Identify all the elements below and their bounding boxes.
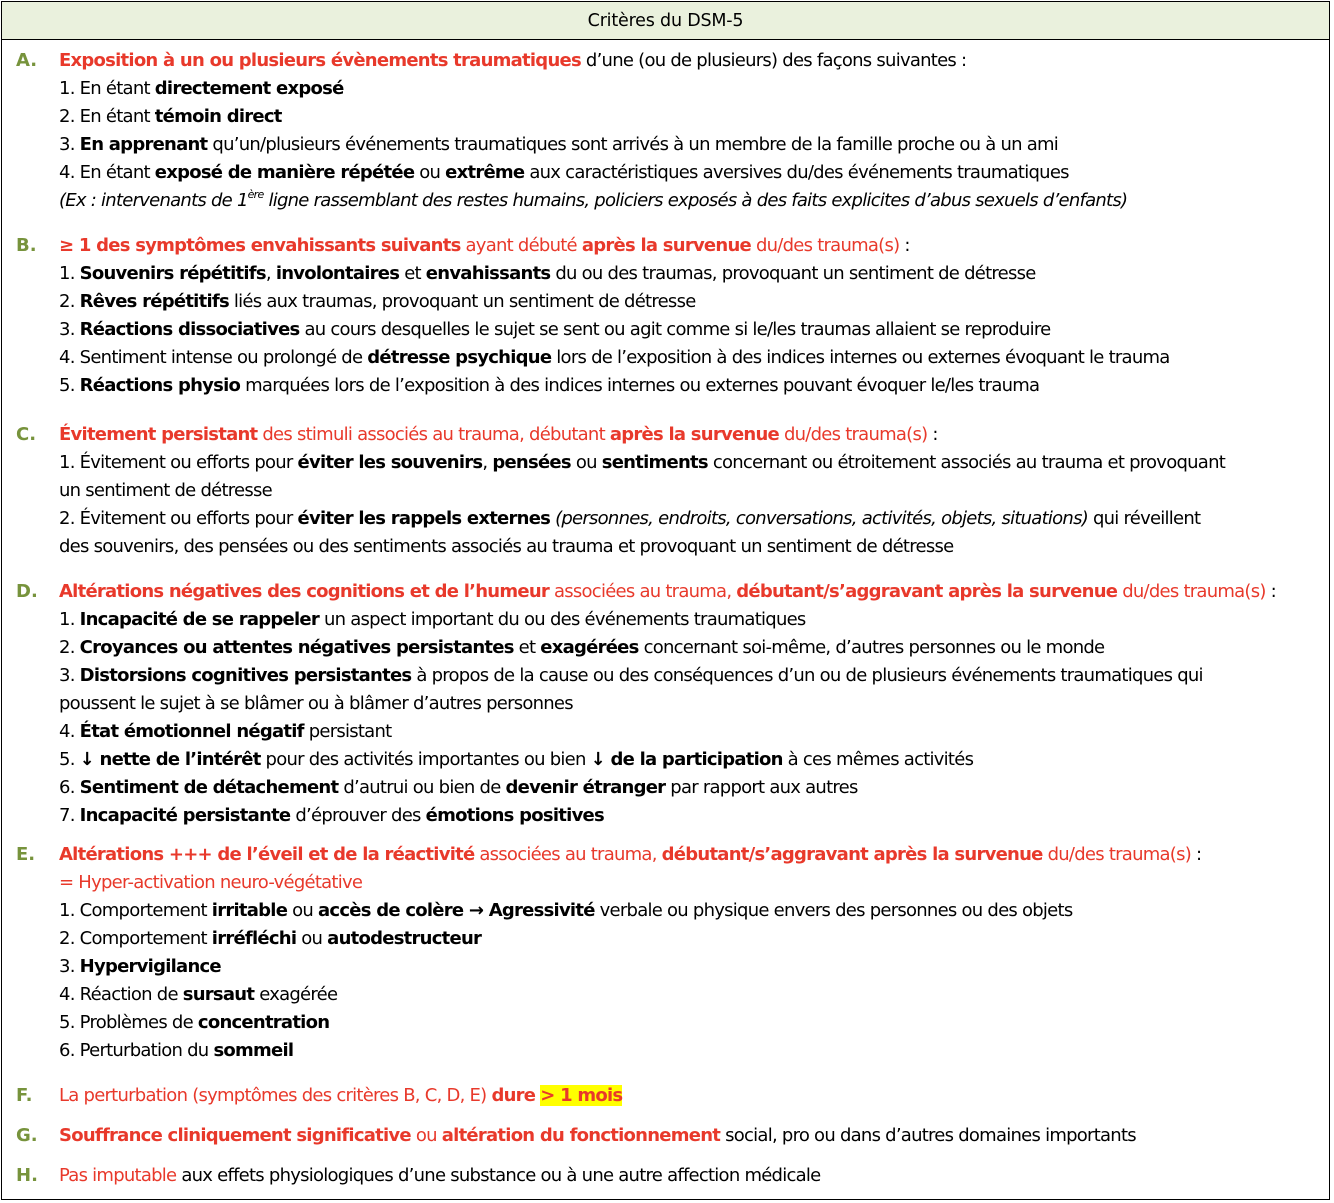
list-item: 1. Évitement ou efforts pour éviter les souvenirs, pensées ou sentiments concernant ou étroitement associés au trauma et provoquant [59,452,1226,473]
list-item: 5. Problèmes de concentration [59,1012,330,1033]
section-c-heading: C. Évitement persistant des stimuli associés au trauma, débutant après la survenue du/des trauma(s) : [16,421,1321,449]
list-item: 6. Perturbation du sommeil [59,1040,294,1061]
section-c [16,421,1321,561]
section-letter: C. [16,424,37,445]
section-letter: A. [16,50,38,71]
list-item: 4. Réaction de sursaut exagérée [59,984,338,1005]
section-letter: H. [16,1165,38,1186]
down-arrow-icon: ↓ [79,749,94,770]
list-item-continuation: des souvenirs, des pensées ou des sentiments associés au trauma et provoquant un sentiment de détresse [59,536,954,557]
list-item: 1. En étant directement exposé [59,78,344,99]
section-g-heading: G. Souffrance cliniquement significative ou altération du fonctionnement social, pro ou dans d’autres domaines importants [16,1122,1321,1150]
section-b-heading: B. ≥ 1 des symptômes envahissants suivants ayant débuté après la survenue du/des trauma(s) : [16,232,1321,260]
list-item: 4. Sentiment intense ou prolongé de détresse psychique lors de l’exposition à des indices internes ou externes évoquant le trauma [59,347,1170,368]
table-header [2,2,1329,40]
list-item: 3. En apprenant qu’un/plusieurs événements traumatiques sont arrivés à un membre de la famille proche ou à un ami [59,134,1059,155]
section-letter: G. [16,1125,38,1146]
list-item-continuation: un sentiment de détresse [59,480,272,501]
section-b [16,232,1321,400]
section-letter: F. [16,1085,33,1106]
list-item: 2. Évitement ou efforts pour éviter les rappels externes (personnes, endroits, conversations, activités, objets, situations) qui réveillent [59,508,1201,529]
list-item: 3. Réactions dissociatives au cours desquelles le sujet se sent ou agit comme si le/les traumas allaient se reproduire [59,319,1051,340]
section-e-subtitle: = Hyper-activation neuro-végétative [59,872,363,893]
section-h [16,1162,1321,1190]
section-letter: E. [16,844,36,865]
section-g [16,1122,1321,1150]
section-a [16,47,1321,215]
down-arrow-icon: ↓ [590,749,605,770]
list-item: 2. Rêves répétitifs liés aux traumas, provoquant un sentiment de détresse [59,291,696,312]
list-item: 5. ↓ nette de l’intérêt pour des activités importantes ou bien ↓ de la participation à ces mêmes activités [59,749,974,770]
list-item: 2. En étant témoin direct [59,106,282,127]
list-item: 4. État émotionnel négatif persistant [59,721,392,742]
list-item: 3. Distorsions cognitives persistantes à propos de la cause ou des conséquences d’un ou de plusieurs événements traumatiques qui [59,665,1203,686]
list-item: 6. Sentiment de détachement d’autrui ou bien de devenir étranger par rapport aux autres [59,777,858,798]
section-a-heading: A. Exposition à un ou plusieurs évènements traumatiques d’une (ou de plusieurs) des façons suivantes : [16,47,1321,75]
page-title: Critères du DSM-5 [587,11,744,31]
section-d [16,578,1321,830]
section-letter: D. [16,581,38,602]
section-letter: B. [16,235,37,256]
list-item: 4. En étant exposé de manière répétée ou extrême aux caractéristiques aversives du/des événements traumatiques [59,162,1069,183]
list-item: 1. Souvenirs répétitifs, involontaires et envahissants du ou des traumas, provoquant un sentiment de détresse [59,263,1036,284]
section-e [16,841,1321,1065]
list-item: 1. Incapacité de se rappeler un aspect important du ou des événements traumatiques [59,609,806,630]
section-f [16,1082,1321,1110]
list-item: 2. Croyances ou attentes négatives persistantes et exagérées concernant soi-même, d’autres personnes ou le monde [59,637,1105,658]
list-item: 5. Réactions physio marquées lors de l’exposition à des indices internes ou externes pouvant évoquer le/les trauma [59,375,1040,396]
list-item: 1. Comportement irritable ou accès de colère → Agressivité verbale ou physique envers des personnes ou des objets [59,900,1073,921]
duration-highlight: > 1 mois [540,1085,623,1106]
list-item: 3. Hypervigilance [59,956,221,977]
example-note: (Ex : intervenants de 1ère ligne rassemblant des restes humains, policiers exposés à des faits explicites d’abus sexuels d’enfants) [59,188,1128,211]
list-item: 7. Incapacité persistante d’éprouver des émotions positives [59,805,604,826]
section-h-heading: H. Pas imputable aux effets physiologiques d’une substance ou à une autre affection médicale [16,1162,1321,1190]
list-item: 2. Comportement irréfléchi ou autodestructeur [59,928,482,949]
section-d-heading: D. Altérations négatives des cognitions et de l’humeur associées au trauma, débutant/s’aggravant après la survenue du/des trauma(s) : [16,578,1321,606]
section-f-heading: F. La perturbation (symptômes des critères B, C, D, E) dure > 1 mois [16,1082,1321,1110]
right-arrow-icon: → [463,900,489,921]
list-item-continuation: poussent le sujet à se blâmer ou à blâmer d’autres personnes [59,693,573,714]
criteria-table [1,1,1330,1200]
section-e-heading: E. Altérations +++ de l’éveil et de la réactivité associées au trauma, débutant/s’aggravant après la survenue du/des trauma(s) : [16,841,1321,869]
